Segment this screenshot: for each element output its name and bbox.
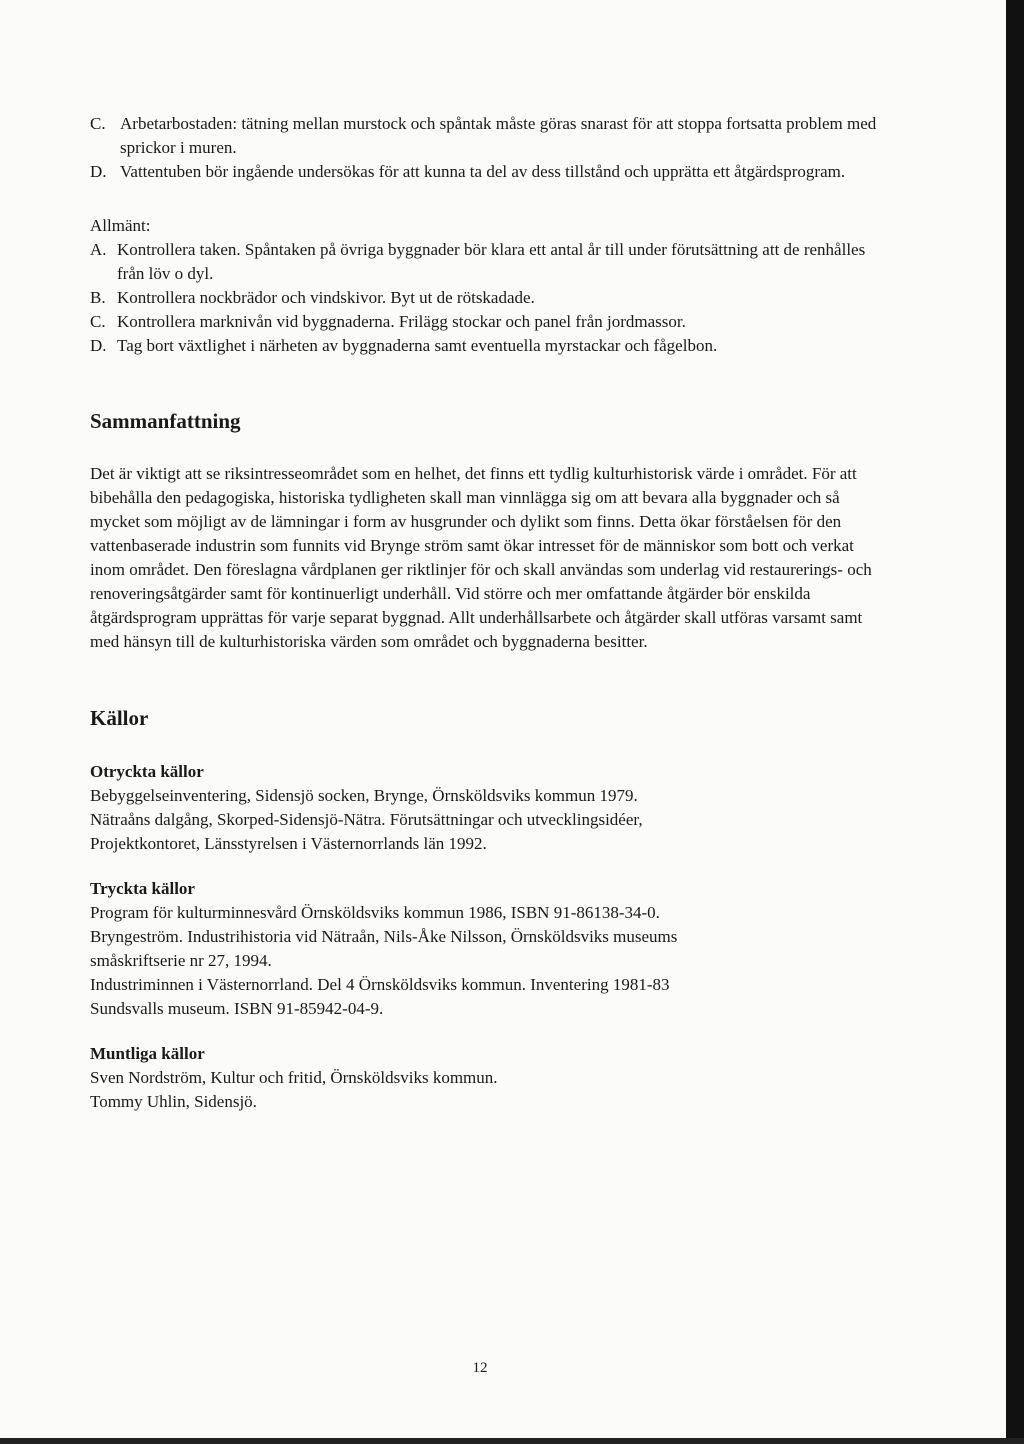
list-marker: D. (90, 162, 107, 181)
source-line: Tommy Uhlin, Sidensjö. (90, 1092, 257, 1111)
list-item (90, 238, 890, 286)
list-marker: A. (90, 240, 107, 259)
list-item-text: Arbetarbostaden: tätning mellan murstock och spåntak måste göras snarast för att stoppa fortsatta problem med sprickor i muren. (120, 114, 877, 157)
list-marker: D. (90, 336, 107, 355)
unprinted-sources-heading: Otryckta källor (90, 762, 204, 781)
list-item-text: Kontrollera nockbrädor och vindskivor. Byt ut de rötskadade. (117, 288, 535, 307)
list-item-text: Kontrollera marknivån vid byggnaderna. Frilägg stockar och panel från jordmassor. (117, 312, 686, 331)
general-list (90, 238, 890, 358)
list-marker: C. (90, 114, 106, 133)
source-line: Sven Nordström, Kultur och fritid, Örnsköldsviks kommun. (90, 1068, 498, 1087)
page-content (90, 112, 890, 1114)
unprinted-sources-list (90, 784, 890, 856)
list-item (90, 112, 890, 160)
source-line: Program för kulturminnesvård Örnsköldsviks kommun 1986, ISBN 91-86138-34-0. (90, 903, 660, 922)
list-item (90, 334, 890, 358)
source-line: Industriminnen i Västernorrland. Del 4 Örnsköldsviks kommun. Inventering 1981-83 (90, 975, 670, 994)
source-line: Bebyggelseinventering, Sidensjö socken, Brynge, Örnsköldsviks kommun 1979. (90, 786, 638, 805)
source-line: Bryngeström. Industrihistoria vid Nätraån, Nils-Åke Nilsson, Örnsköldsviks museums (90, 927, 678, 946)
list-item (90, 160, 890, 184)
list-item-text: Vattentuben bör ingående undersökas för att kunna ta del av dess tillstånd och upprätta ett åtgärdsprogram. (120, 162, 846, 181)
printed-sources-list (90, 901, 890, 1021)
source-line: småskriftserie nr 27, 1994. (90, 951, 272, 970)
source-line: Sundsvalls museum. ISBN 91-85942-04-9. (90, 999, 384, 1018)
list-item-text: Kontrollera taken. Spåntaken på övriga byggnader bör klara ett antal år till under förutsättning att de renhålles från löv o dyl. (117, 240, 866, 283)
scan-edge-bottom (0, 1438, 1024, 1444)
scan-edge-right (1006, 0, 1024, 1444)
building-actions-list (90, 112, 890, 184)
list-item-text: Tag bort växtlighet i närheten av byggnaderna samt eventuella myrstackar och fågelbon. (117, 336, 718, 355)
list-item (90, 310, 890, 334)
summary-paragraph: Det är viktigt att se riksintresseområdet som en helhet, det finns ett tydlig kulturhistorisk värde i området. För att bibehålla den pedagogiska, historiska tydligheten skall man vinnlägga sig om att bevara alla byggnader och så mycket som möjligt av de lämningar i form av husgrunder och dylikt som finns. Detta ökar förståelsen för den vattenbaserade industrin som funnits vid Brynge ström samt ökar intresset för de människor som bott och verkat inom området. Den föreslagna vårdplanen ger riktlinjer för och skall användas som underlag vid restaurerings- och renoveringsåtgärder samt för kontinuerligt underhåll. Vid större och mer omfattande åtgärder bör enskilda åtgärdsprogram upprättas för varje separat byggnad. Allt underhållsarbete och åtgärder skall utföras varsamt samt med hänsyn till de kulturhistoriska värden som området och byggnaderna besitter. (90, 464, 872, 651)
printed-sources-heading: Tryckta källor (90, 879, 195, 898)
sources-heading: Källor (90, 706, 149, 730)
summary-heading: Sammanfattning (90, 409, 241, 433)
page-number: 12 (472, 1360, 488, 1376)
oral-sources-heading: Muntliga källor (90, 1044, 205, 1063)
source-line: Projektkontoret, Länsstyrelsen i Västernorrlands län 1992. (90, 834, 487, 853)
list-item (90, 286, 890, 310)
source-line: Nätraåns dalgång, Skorped-Sidensjö-Nätra. Förutsättningar och utvecklingsidéer, (90, 810, 643, 829)
general-heading: Allmänt: (90, 216, 151, 235)
oral-sources-list (90, 1066, 890, 1114)
list-marker: C. (90, 312, 106, 331)
list-marker: B. (90, 288, 106, 307)
